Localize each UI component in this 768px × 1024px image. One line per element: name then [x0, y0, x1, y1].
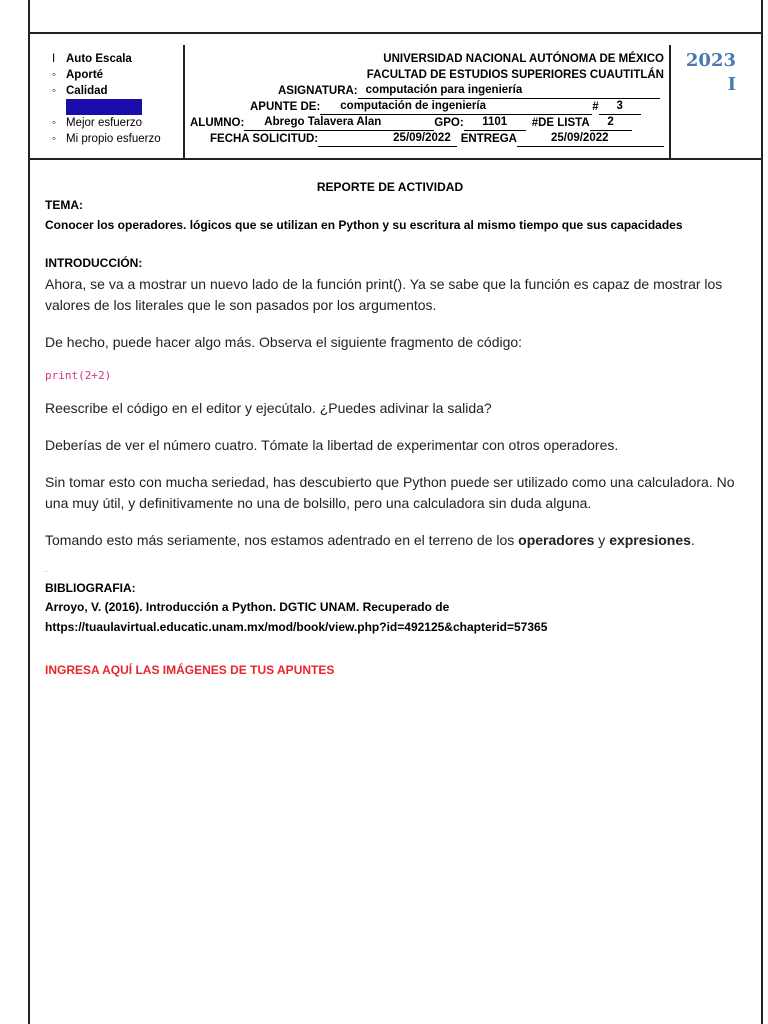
biblio-url: https://tuaulavirtual.educatic.unam.mx/mod/book/view.php?id=492125&chapterid=57365 — [45, 620, 548, 634]
paragraph — [45, 530, 735, 551]
numero-label: # — [592, 101, 599, 113]
checkbox-icon: ◦ — [52, 133, 57, 145]
biblio-label: BIBLIOGRAFIA: — [45, 581, 136, 595]
fecha-label: FECHA SOLICITUD: — [210, 133, 319, 145]
apunte-line — [186, 99, 664, 115]
checkbox-icon: ◦ — [52, 85, 57, 97]
asignatura-line — [186, 83, 664, 99]
header-bottom-rule — [28, 158, 763, 160]
paragraph-text: y — [594, 532, 610, 548]
report-title: REPORTE DE ACTIVIDAD — [316, 180, 464, 194]
checklist-mark: I — [52, 53, 56, 65]
apunte-value: computación de ingeniería — [320, 99, 592, 115]
asignatura-value: computación para ingeniería — [358, 83, 660, 99]
checklist-item — [52, 83, 180, 99]
checklist-item — [52, 51, 180, 67]
header-top-rule — [28, 32, 763, 34]
bold-term: operadores — [518, 532, 595, 548]
checklist-label: Auto Escala — [66, 53, 132, 65]
checklist-label: Participación — [68, 101, 141, 113]
checklist-label: Mejor esfuerzo — [66, 117, 143, 129]
biblio-line: Arroyo, V. (2016). Introducción a Python. DGTIC UNAM. Recuperado de — [45, 600, 450, 614]
lista-value: 2 — [590, 115, 632, 131]
tema-text: Conocer los operadores. lógicos que se utilizan en Python y su escritura al mismo tiempo que sus capacidades — [45, 218, 683, 232]
checklist-item — [52, 67, 180, 83]
header-divider-right — [669, 45, 671, 158]
paragraph: Reescribe el código en el editor y ejecútalo. ¿Puedes adivinar la salida? — [45, 400, 492, 416]
paragraph: Ahora, se va a mostrar un nuevo lado de la función print(). Ya se sabe que la función es capaz de mostrar los valores de los literales que le son pasados por los argumentos. — [45, 276, 723, 313]
tema-label: TEMA: — [45, 198, 83, 212]
intro-label: INTRODUCCIÓN: — [45, 256, 143, 270]
gpo-label: GPO: — [434, 117, 464, 129]
paragraph-text: Tomando esto más seriamente, nos estamos adentrado en el terreno de los — [45, 532, 519, 548]
report-content — [45, 176, 735, 677]
paragraph: Sin tomar esto con mucha seriedad, has descubierto que Python puede ser utilizado como una calculadora. No una muy útil, y definitivamente no una de bolsillo, pero una calculadora sin duda alguna. — [45, 474, 735, 511]
university-name: UNIVERSIDAD NACIONAL AUTÓNOMA DE MÉXICO — [383, 53, 664, 65]
header-divider-left — [183, 45, 185, 158]
entrega-value: 25/09/2022 — [517, 131, 664, 147]
entrega-label: ENTREGA — [460, 133, 517, 145]
checklist-item — [52, 115, 180, 131]
checklist-label: Mi propio esfuerzo — [66, 133, 161, 145]
bold-term: expresiones — [609, 532, 691, 548]
faculty-name: FACULTAD DE ESTUDIOS SUPERIORES CUAUTITLÁN — [366, 69, 664, 81]
checklist-item — [52, 131, 180, 147]
header-info — [186, 51, 664, 147]
fecha-line — [186, 131, 664, 147]
numero-value: 3 — [599, 99, 641, 115]
evaluation-checklist — [52, 51, 180, 147]
images-note: INGRESA AQUÍ LAS IMÁGENES DE TUS APUNTES — [45, 663, 335, 677]
term-text: I — [727, 74, 736, 95]
alumno-value: Abrego Talavera Alan — [244, 115, 434, 131]
checklist-item-highlighted — [52, 99, 180, 115]
lista-label: #DE LISTA — [531, 117, 590, 129]
stray-dot: . — [45, 565, 48, 574]
alumno-label: ALUMNO: — [190, 117, 245, 129]
checklist-label: Calidad — [66, 85, 108, 97]
apunte-label: APUNTE DE: — [250, 101, 321, 113]
fecha-value: 25/09/2022 — [318, 131, 457, 147]
asignatura-label: ASIGNATURA: — [278, 85, 358, 97]
checklist-label: Aporté — [66, 69, 104, 81]
code-snippet: print(2+2) — [45, 369, 112, 382]
checkbox-icon: ◦ — [52, 117, 57, 129]
checkbox-icon: ◦ — [52, 69, 57, 81]
paragraph: Deberías de ver el número cuatro. Tómate la libertad de experimentar con otros operadores. — [45, 437, 619, 453]
semester-label — [676, 49, 736, 97]
year-text: 2023 — [685, 50, 736, 71]
paragraph-text: . — [690, 532, 695, 548]
biblio-entry — [45, 597, 735, 637]
paragraph: De hecho, puede hacer algo más. Observa el siguiente fragmento de código: — [45, 334, 523, 350]
gpo-value: 1101 — [464, 115, 526, 131]
alumno-line — [186, 115, 664, 131]
